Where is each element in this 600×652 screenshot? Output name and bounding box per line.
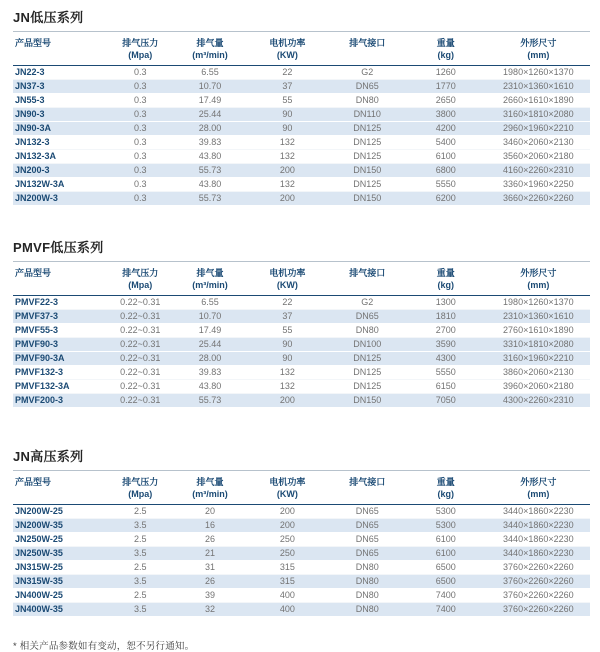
cell-weight: 2700 bbox=[435, 325, 456, 335]
cell-power: 250 bbox=[279, 534, 295, 544]
cell-volume: 17.49 bbox=[198, 95, 222, 105]
column-label: 重量 bbox=[436, 38, 455, 48]
cell-model: PMVF132-3A bbox=[15, 381, 70, 391]
cell-volume: 28.00 bbox=[198, 123, 222, 133]
cell-power: 200 bbox=[279, 395, 295, 405]
cell-volume: 39.83 bbox=[198, 137, 222, 147]
cell-power: 132 bbox=[279, 367, 295, 377]
cell-interface: DN125 bbox=[353, 367, 382, 377]
column-unit: (KW) bbox=[276, 280, 298, 290]
cell-dimensions: 3440×1860×2230 bbox=[503, 520, 574, 530]
column-header-interface bbox=[330, 262, 405, 296]
cell-volume: 39.83 bbox=[198, 367, 222, 377]
cell-power: 200 bbox=[279, 506, 295, 516]
cell-volume: 17.49 bbox=[198, 325, 222, 335]
column-header-weight bbox=[405, 32, 487, 66]
cell-model: PMVF22-3 bbox=[15, 297, 59, 307]
cell-model: JN132-3A bbox=[15, 151, 57, 161]
series-section bbox=[13, 446, 590, 617]
cell-weight: 4200 bbox=[435, 123, 456, 133]
table-row bbox=[13, 338, 590, 352]
cell-pressure: 0.22~0.31 bbox=[120, 297, 161, 307]
column-label: 排气量 bbox=[196, 38, 224, 48]
cell-dimensions: 3760×2260×2260 bbox=[503, 576, 574, 586]
cell-volume: 43.80 bbox=[198, 179, 222, 189]
cell-pressure: 3.5 bbox=[133, 576, 147, 586]
cell-volume: 25.44 bbox=[198, 339, 222, 349]
cell-volume: 28.00 bbox=[198, 353, 222, 363]
cell-volume: 43.80 bbox=[198, 381, 222, 391]
column-label: 产品型号 bbox=[15, 38, 52, 48]
cell-model: JN55-3 bbox=[15, 95, 45, 105]
cell-model: PMVF55-3 bbox=[15, 325, 59, 335]
table-row bbox=[13, 324, 590, 338]
cell-weight: 3800 bbox=[435, 109, 456, 119]
cell-model: JN250W-35 bbox=[15, 548, 63, 558]
table-row bbox=[13, 66, 590, 80]
cell-weight: 5300 bbox=[435, 506, 456, 516]
cell-dimensions: 3440×1860×2230 bbox=[503, 534, 574, 544]
column-label: 电机功率 bbox=[269, 268, 306, 278]
series-section bbox=[13, 7, 590, 206]
cell-interface: DN65 bbox=[355, 506, 379, 516]
footnote: * 相关产品参数如有变动，恕不另行通知。 bbox=[13, 641, 195, 652]
cell-interface: DN110 bbox=[353, 109, 381, 119]
cell-interface: DN125 bbox=[353, 137, 382, 147]
cell-volume: 55.73 bbox=[198, 395, 222, 405]
cell-power: 55 bbox=[282, 95, 293, 105]
cell-dimensions: 2760×1610×1890 bbox=[503, 325, 574, 335]
column-header-interface bbox=[330, 32, 405, 66]
table-row bbox=[13, 122, 590, 136]
column-unit: (kg) bbox=[437, 50, 454, 60]
cell-weight: 5400 bbox=[435, 137, 456, 147]
column-label: 排气压力 bbox=[122, 477, 159, 487]
cell-pressure: 0.3 bbox=[133, 95, 147, 105]
cell-interface: DN150 bbox=[353, 165, 382, 175]
cell-interface: DN150 bbox=[353, 395, 382, 405]
spec-table bbox=[13, 32, 590, 206]
cell-volume: 55.73 bbox=[198, 193, 222, 203]
cell-model: JN37-3 bbox=[15, 81, 45, 91]
table-row bbox=[13, 519, 590, 533]
cell-volume: 32 bbox=[205, 604, 216, 614]
column-label: 产品型号 bbox=[15, 268, 52, 278]
column-label: 外形尺寸 bbox=[520, 38, 557, 48]
cell-weight: 7400 bbox=[435, 590, 456, 600]
cell-power: 200 bbox=[279, 520, 295, 530]
column-unit: (m³/min) bbox=[192, 489, 228, 499]
cell-volume: 39 bbox=[205, 590, 216, 600]
cell-dimensions: 3310×1810×2080 bbox=[503, 339, 574, 349]
column-unit: (Mpa) bbox=[128, 280, 153, 290]
cell-model: JN200W-3 bbox=[15, 193, 58, 203]
table-row bbox=[13, 561, 590, 575]
column-header-interface bbox=[330, 471, 405, 505]
cell-power: 90 bbox=[282, 109, 293, 119]
column-header-pressure bbox=[105, 262, 175, 296]
column-header-power bbox=[245, 471, 330, 505]
cell-power: 400 bbox=[279, 604, 295, 614]
cell-pressure: 2.5 bbox=[133, 506, 147, 516]
column-header-weight bbox=[405, 262, 487, 296]
column-header-model bbox=[13, 471, 105, 505]
column-header-dimensions bbox=[487, 32, 590, 66]
column-unit: (Mpa) bbox=[128, 489, 153, 499]
cell-dimensions: 2310×1360×1610 bbox=[503, 311, 574, 321]
cell-power: 90 bbox=[282, 339, 293, 349]
column-unit: (kg) bbox=[437, 489, 454, 499]
section-title: JN低压系列 bbox=[13, 7, 590, 32]
cell-interface: DN125 bbox=[353, 151, 382, 161]
spec-table bbox=[13, 471, 590, 617]
table-row bbox=[13, 547, 590, 561]
cell-pressure: 0.3 bbox=[133, 123, 147, 133]
cell-volume: 10.70 bbox=[198, 81, 222, 91]
cell-pressure: 0.22~0.31 bbox=[120, 353, 161, 363]
cell-weight: 3590 bbox=[435, 339, 456, 349]
cell-dimensions: 3440×1860×2230 bbox=[503, 548, 574, 558]
column-header-pressure bbox=[105, 471, 175, 505]
cell-power: 55 bbox=[282, 325, 293, 335]
spec-table bbox=[13, 262, 590, 408]
cell-model: JN315W-35 bbox=[15, 576, 63, 586]
column-unit: (m³/min) bbox=[192, 50, 228, 60]
column-header-volume bbox=[175, 32, 245, 66]
column-label: 电机功率 bbox=[269, 38, 306, 48]
cell-dimensions: 3460×2060×2130 bbox=[503, 137, 574, 147]
column-header-model bbox=[13, 32, 105, 66]
column-unit: (mm) bbox=[527, 489, 550, 499]
table-row bbox=[13, 505, 590, 519]
table-header bbox=[13, 471, 590, 505]
cell-model: JN132-3 bbox=[15, 137, 50, 147]
column-label: 排气接口 bbox=[349, 38, 386, 48]
cell-weight: 6200 bbox=[435, 193, 456, 203]
column-label: 排气量 bbox=[196, 477, 224, 487]
cell-weight: 6500 bbox=[435, 562, 456, 572]
table-row bbox=[13, 603, 590, 617]
table-row bbox=[13, 394, 590, 408]
cell-weight: 6100 bbox=[435, 534, 456, 544]
table-row bbox=[13, 310, 590, 324]
cell-dimensions: 2660×1610×1890 bbox=[503, 95, 574, 105]
cell-dimensions: 3760×2260×2260 bbox=[503, 562, 574, 572]
table-row bbox=[13, 164, 590, 178]
cell-interface: DN65 bbox=[355, 81, 379, 91]
cell-interface: DN125 bbox=[353, 123, 382, 133]
cell-dimensions: 3760×2260×2260 bbox=[503, 590, 574, 600]
cell-power: 90 bbox=[282, 123, 293, 133]
table-row bbox=[13, 192, 590, 206]
cell-interface: DN80 bbox=[355, 590, 379, 600]
column-label: 排气接口 bbox=[349, 477, 386, 487]
cell-power: 200 bbox=[279, 165, 295, 175]
cell-volume: 21 bbox=[205, 548, 216, 558]
cell-dimensions: 3860×2060×2130 bbox=[503, 367, 574, 377]
cell-volume: 16 bbox=[205, 520, 216, 530]
cell-dimensions: 3660×2260×2260 bbox=[503, 193, 574, 203]
cell-weight: 5300 bbox=[435, 520, 456, 530]
column-header-dimensions bbox=[487, 471, 590, 505]
cell-weight: 7050 bbox=[435, 395, 456, 405]
cell-weight: 1260 bbox=[435, 67, 456, 77]
cell-weight: 6100 bbox=[435, 151, 456, 161]
cell-pressure: 0.3 bbox=[133, 137, 147, 147]
cell-interface: DN100 bbox=[353, 339, 382, 349]
cell-interface: DN125 bbox=[353, 353, 382, 363]
cell-volume: 25.44 bbox=[198, 109, 222, 119]
column-unit: (KW) bbox=[276, 50, 298, 60]
cell-dimensions: 1980×1260×1370 bbox=[503, 297, 574, 307]
cell-weight: 7400 bbox=[435, 604, 456, 614]
cell-pressure: 0.3 bbox=[133, 179, 147, 189]
column-header-dimensions bbox=[487, 262, 590, 296]
column-unit: (KW) bbox=[276, 489, 298, 499]
table-row bbox=[13, 150, 590, 164]
cell-pressure: 0.3 bbox=[133, 151, 147, 161]
cell-model: JN200W-35 bbox=[15, 520, 63, 530]
column-header-pressure bbox=[105, 32, 175, 66]
series-section bbox=[13, 237, 590, 408]
cell-power: 132 bbox=[279, 381, 295, 391]
table-header bbox=[13, 262, 590, 296]
cell-weight: 1810 bbox=[435, 311, 456, 321]
column-label: 排气量 bbox=[196, 268, 224, 278]
cell-volume: 6.55 bbox=[201, 67, 219, 77]
cell-power: 22 bbox=[282, 297, 293, 307]
cell-dimensions: 3160×1810×2080 bbox=[503, 109, 574, 119]
cell-pressure: 0.22~0.31 bbox=[120, 339, 161, 349]
cell-interface: DN150 bbox=[353, 193, 382, 203]
cell-pressure: 0.22~0.31 bbox=[120, 395, 161, 405]
cell-interface: DN125 bbox=[353, 179, 382, 189]
table-row bbox=[13, 533, 590, 547]
cell-pressure: 3.5 bbox=[133, 548, 147, 558]
cell-model: JN200-3 bbox=[15, 165, 50, 175]
table-row bbox=[13, 94, 590, 108]
cell-weight: 1300 bbox=[435, 297, 456, 307]
cell-volume: 43.80 bbox=[198, 151, 222, 161]
column-unit: (m³/min) bbox=[192, 280, 228, 290]
table-body bbox=[13, 296, 590, 408]
cell-pressure: 0.3 bbox=[133, 165, 147, 175]
cell-pressure: 0.3 bbox=[133, 67, 147, 77]
section-title: JN高压系列 bbox=[13, 446, 590, 471]
table-row bbox=[13, 366, 590, 380]
cell-power: 37 bbox=[282, 81, 293, 91]
cell-pressure: 0.22~0.31 bbox=[120, 367, 161, 377]
header-row bbox=[13, 471, 590, 505]
column-unit: (kg) bbox=[437, 280, 454, 290]
cell-model: JN315W-25 bbox=[15, 562, 63, 572]
cell-dimensions: 4300×2260×2310 bbox=[503, 395, 574, 405]
cell-model: JN132W-3A bbox=[15, 179, 65, 189]
column-header-weight bbox=[405, 471, 487, 505]
cell-dimensions: 4160×2260×2310 bbox=[503, 165, 574, 175]
cell-pressure: 0.3 bbox=[133, 81, 147, 91]
table-header bbox=[13, 32, 590, 66]
table-row bbox=[13, 80, 590, 94]
cell-volume: 26 bbox=[205, 576, 216, 586]
cell-model: PMVF132-3 bbox=[15, 367, 64, 377]
cell-volume: 20 bbox=[205, 506, 216, 516]
table-row bbox=[13, 575, 590, 589]
cell-pressure: 3.5 bbox=[133, 604, 147, 614]
cell-weight: 2650 bbox=[435, 95, 456, 105]
cell-interface: DN65 bbox=[355, 520, 379, 530]
cell-pressure: 3.5 bbox=[133, 520, 147, 530]
cell-power: 132 bbox=[279, 151, 295, 161]
cell-model: JN400W-35 bbox=[15, 604, 63, 614]
cell-dimensions: 2960×1960×2210 bbox=[503, 123, 574, 133]
cell-weight: 5550 bbox=[435, 367, 456, 377]
table-body bbox=[13, 66, 590, 206]
cell-pressure: 0.22~0.31 bbox=[120, 381, 161, 391]
cell-model: JN90-3A bbox=[15, 123, 52, 133]
column-header-volume bbox=[175, 262, 245, 296]
cell-dimensions: 3360×1960×2250 bbox=[503, 179, 574, 189]
cell-pressure: 0.3 bbox=[133, 109, 147, 119]
cell-interface: G2 bbox=[361, 297, 374, 307]
cell-interface: G2 bbox=[361, 67, 374, 77]
cell-dimensions: 3760×2260×2260 bbox=[503, 604, 574, 614]
table-row bbox=[13, 136, 590, 150]
cell-interface: DN80 bbox=[355, 576, 379, 586]
cell-power: 22 bbox=[282, 67, 293, 77]
cell-interface: DN80 bbox=[355, 562, 379, 572]
header-row bbox=[13, 32, 590, 66]
cell-interface: DN65 bbox=[355, 534, 379, 544]
cell-dimensions: 3160×1960×2210 bbox=[503, 353, 574, 363]
column-header-power bbox=[245, 262, 330, 296]
column-header-power bbox=[245, 32, 330, 66]
cell-power: 132 bbox=[279, 137, 295, 147]
cell-model: JN200W-25 bbox=[15, 506, 63, 516]
column-label: 重量 bbox=[436, 477, 455, 487]
cell-power: 132 bbox=[279, 179, 295, 189]
cell-pressure: 2.5 bbox=[133, 534, 147, 544]
cell-dimensions: 3560×2060×2180 bbox=[503, 151, 574, 161]
table-row bbox=[13, 589, 590, 603]
section-title: PMVF低压系列 bbox=[13, 237, 590, 262]
cell-weight: 6800 bbox=[435, 165, 456, 175]
column-header-model bbox=[13, 262, 105, 296]
cell-dimensions: 3440×1860×2230 bbox=[503, 506, 574, 516]
cell-model: PMVF90-3A bbox=[15, 353, 65, 363]
column-label: 排气压力 bbox=[122, 268, 159, 278]
cell-pressure: 0.22~0.31 bbox=[120, 311, 161, 321]
cell-weight: 6100 bbox=[435, 548, 456, 558]
cell-interface: DN80 bbox=[355, 604, 379, 614]
column-unit: (mm) bbox=[527, 280, 550, 290]
table-row bbox=[13, 380, 590, 394]
column-label: 排气接口 bbox=[349, 268, 386, 278]
cell-dimensions: 2310×1360×1610 bbox=[503, 81, 574, 91]
cell-volume: 26 bbox=[205, 534, 216, 544]
table-row bbox=[13, 108, 590, 122]
cell-power: 315 bbox=[279, 562, 295, 572]
cell-model: JN250W-25 bbox=[15, 534, 63, 544]
column-unit: (Mpa) bbox=[128, 50, 153, 60]
cell-volume: 55.73 bbox=[198, 165, 222, 175]
cell-power: 90 bbox=[282, 353, 293, 363]
column-label: 外形尺寸 bbox=[520, 477, 557, 487]
header-row bbox=[13, 262, 590, 296]
cell-weight: 4300 bbox=[435, 353, 456, 363]
column-label: 排气压力 bbox=[122, 38, 159, 48]
cell-power: 315 bbox=[279, 576, 295, 586]
cell-model: PMVF200-3 bbox=[15, 395, 64, 405]
cell-interface: DN80 bbox=[355, 95, 379, 105]
cell-power: 400 bbox=[279, 590, 295, 600]
cell-model: JN400W-25 bbox=[15, 590, 63, 600]
cell-model: JN90-3 bbox=[15, 109, 45, 119]
cell-model: PMVF90-3 bbox=[15, 339, 59, 349]
cell-volume: 10.70 bbox=[198, 311, 222, 321]
table-row bbox=[13, 352, 590, 366]
cell-power: 200 bbox=[279, 193, 295, 203]
cell-volume: 31 bbox=[205, 562, 216, 572]
column-label: 外形尺寸 bbox=[520, 268, 557, 278]
cell-model: PMVF37-3 bbox=[15, 311, 59, 321]
cell-model: JN22-3 bbox=[15, 67, 45, 77]
column-label: 产品型号 bbox=[15, 477, 52, 487]
cell-volume: 6.55 bbox=[201, 297, 219, 307]
column-label: 重量 bbox=[436, 268, 455, 278]
cell-pressure: 0.22~0.31 bbox=[120, 325, 161, 335]
cell-dimensions: 3960×2060×2180 bbox=[503, 381, 574, 391]
spec-tables-container bbox=[13, 7, 590, 617]
cell-power: 250 bbox=[279, 548, 295, 558]
column-header-volume bbox=[175, 471, 245, 505]
cell-pressure: 2.5 bbox=[133, 562, 147, 572]
cell-interface: DN65 bbox=[355, 311, 379, 321]
column-label: 电机功率 bbox=[269, 477, 306, 487]
table-row bbox=[13, 178, 590, 192]
cell-pressure: 0.3 bbox=[133, 193, 147, 203]
table-row bbox=[13, 296, 590, 310]
cell-power: 37 bbox=[282, 311, 293, 321]
cell-dimensions: 1980×1260×1370 bbox=[503, 67, 574, 77]
cell-interface: DN125 bbox=[353, 381, 382, 391]
column-unit: (mm) bbox=[527, 50, 550, 60]
cell-interface: DN80 bbox=[355, 325, 379, 335]
cell-interface: DN65 bbox=[355, 548, 379, 558]
cell-weight: 6150 bbox=[435, 381, 456, 391]
cell-pressure: 2.5 bbox=[133, 590, 147, 600]
cell-weight: 1770 bbox=[435, 81, 456, 91]
cell-weight: 5550 bbox=[435, 179, 456, 189]
cell-weight: 6500 bbox=[435, 576, 456, 586]
